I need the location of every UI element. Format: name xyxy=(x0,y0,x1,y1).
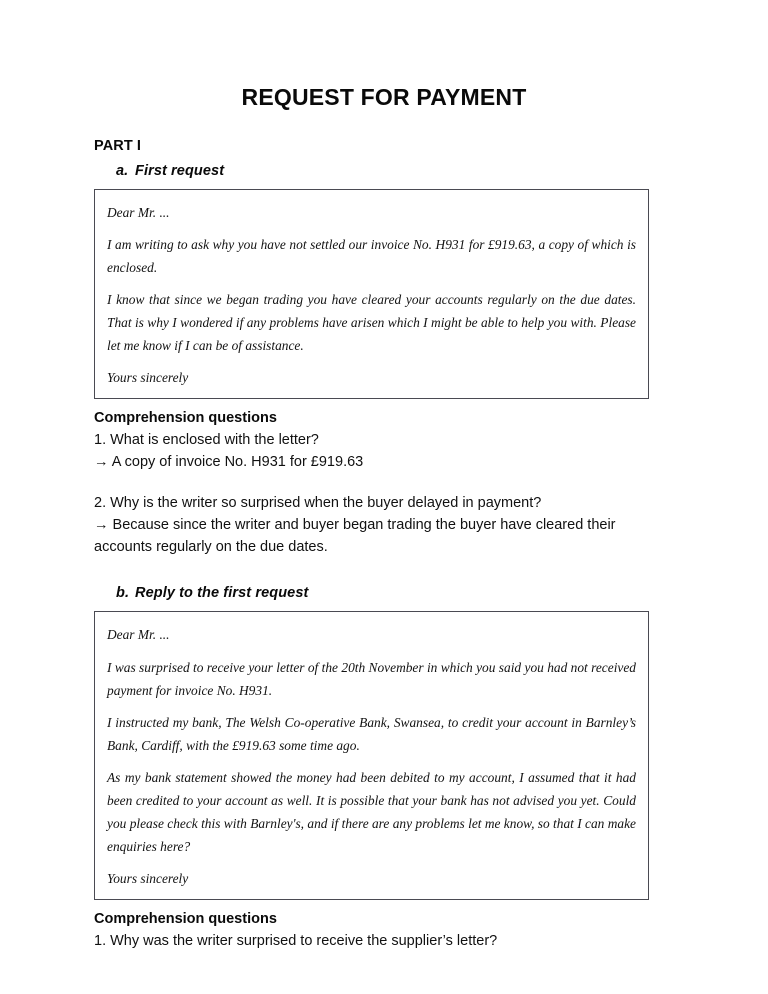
part-heading: PART I xyxy=(94,138,142,154)
section-heading-a xyxy=(94,163,674,179)
qa-group xyxy=(94,930,674,952)
section-marker-b: b. xyxy=(116,585,130,602)
comprehension-block-b xyxy=(94,911,674,952)
question-text: 1. Why was the writer surprised to receive the supplier’s letter? xyxy=(94,932,498,949)
letter-paragraph: I instructed my bank, The Welsh Co-operative Bank, Swansea, to credit your account in Barnley’s Bank, Cardiff, with the £919.63 some time ago. xyxy=(107,714,636,753)
letter-salutation: Dear Mr. ... xyxy=(107,627,170,643)
letter-closing: Yours sincerely xyxy=(107,870,189,886)
section-title-a: First request xyxy=(135,163,225,179)
section-marker-a: a. xyxy=(116,163,129,179)
letter-paragraph: I am writing to ask why you have not settled our invoice No. H931 for £919.63, a copy of which is enclosed. xyxy=(107,237,636,276)
page-title: REQUEST FOR PAYMENT xyxy=(241,84,527,110)
document-body xyxy=(94,138,674,952)
qa-group xyxy=(94,429,674,473)
comprehension-title: Comprehension questions xyxy=(94,910,277,927)
letter-paragraph: As my bank statement showed the money had been debited to my account, I assumed that it had been credited to your account as well. It is possible that your bank has not advised you yet. Could you please check this with Barnley's, and if there are any problems let me know, so that I can make enquiries here? xyxy=(107,769,636,854)
letter-box-first-request xyxy=(94,189,649,399)
section-spacer xyxy=(94,558,674,585)
letter-salutation: Dear Mr. ... xyxy=(107,205,170,220)
section-title-b: Reply to the first request xyxy=(135,585,309,602)
answer-text: → A copy of invoice No. H931 for £919.63 xyxy=(94,454,364,471)
comprehension-title: Comprehension questions xyxy=(94,410,277,427)
comprehension-block-a xyxy=(94,410,674,558)
answer-text: → Because since the writer and buyer began trading the buyer have cleared their accounts regularly on the due dates. xyxy=(94,517,616,556)
question-text: 1. What is enclosed with the letter? xyxy=(94,432,319,449)
section-heading-b xyxy=(94,585,674,601)
letter-paragraph: I know that since we began trading you have cleared your accounts regularly on the due dates. That is why I wondered if any problems have arisen which I might be able to help you with. Please let me know if I can be of assistance. xyxy=(107,292,636,354)
qa-group xyxy=(94,492,674,558)
letter-box-reply xyxy=(94,611,649,899)
question-text: 2. Why is the writer so surprised when the buyer delayed in payment? xyxy=(94,495,542,512)
letter-closing: Yours sincerely xyxy=(107,370,189,386)
letter-paragraph: I was surprised to receive your letter of the 20th November in which you said you had not received payment for invoice No. H931. xyxy=(107,659,636,698)
